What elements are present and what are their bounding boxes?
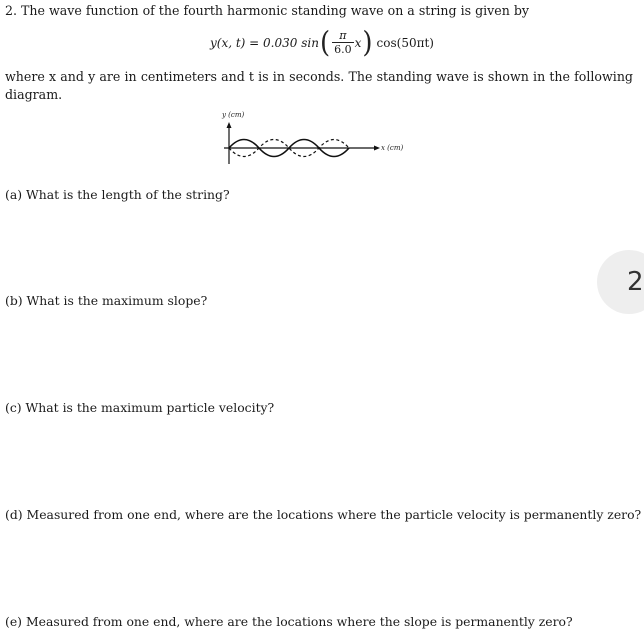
question-c: (c) What is the maximum particle velocity? — [5, 400, 275, 415]
y-axis-arrow — [227, 122, 232, 128]
question-b: (b) What is the maximum slope? — [5, 293, 208, 308]
problem-intro: 2. The wave function of the fourth harmonic standing wave on a string is given by — [5, 3, 530, 18]
equation-x: x — [354, 36, 362, 50]
problem-description: where x and y are in centimeters and t is in seconds. The standing wave is shown in the following diagram. — [5, 69, 633, 102]
question-d: (d) Measured from one end, where are the locations where the particle velocity is permanently zero? — [5, 507, 642, 522]
page-number: 2 — [627, 267, 644, 297]
equation-cos: cos(50πt) — [376, 36, 434, 50]
right-paren: ) — [362, 26, 373, 60]
fraction-numerator: π — [339, 29, 347, 42]
question-a: (a) What is the length of the string? — [5, 187, 230, 202]
fraction-denominator: 6.0 — [334, 43, 352, 56]
equation-lhs: y(x, t) = 0.030 sin — [210, 36, 319, 50]
x-axis-arrow — [374, 146, 380, 151]
equation-fraction — [332, 30, 354, 56]
y-axis-label: y (cm) — [222, 111, 245, 119]
x-axis-label: x (cm) — [381, 144, 404, 152]
page-number-badge[interactable] — [597, 250, 644, 314]
question-e: (e) Measured from one end, where are the locations where the slope is permanently zero? — [5, 614, 573, 629]
standing-wave-diagram — [218, 106, 418, 174]
left-paren: ( — [319, 26, 331, 60]
wave-equation — [210, 26, 434, 60]
